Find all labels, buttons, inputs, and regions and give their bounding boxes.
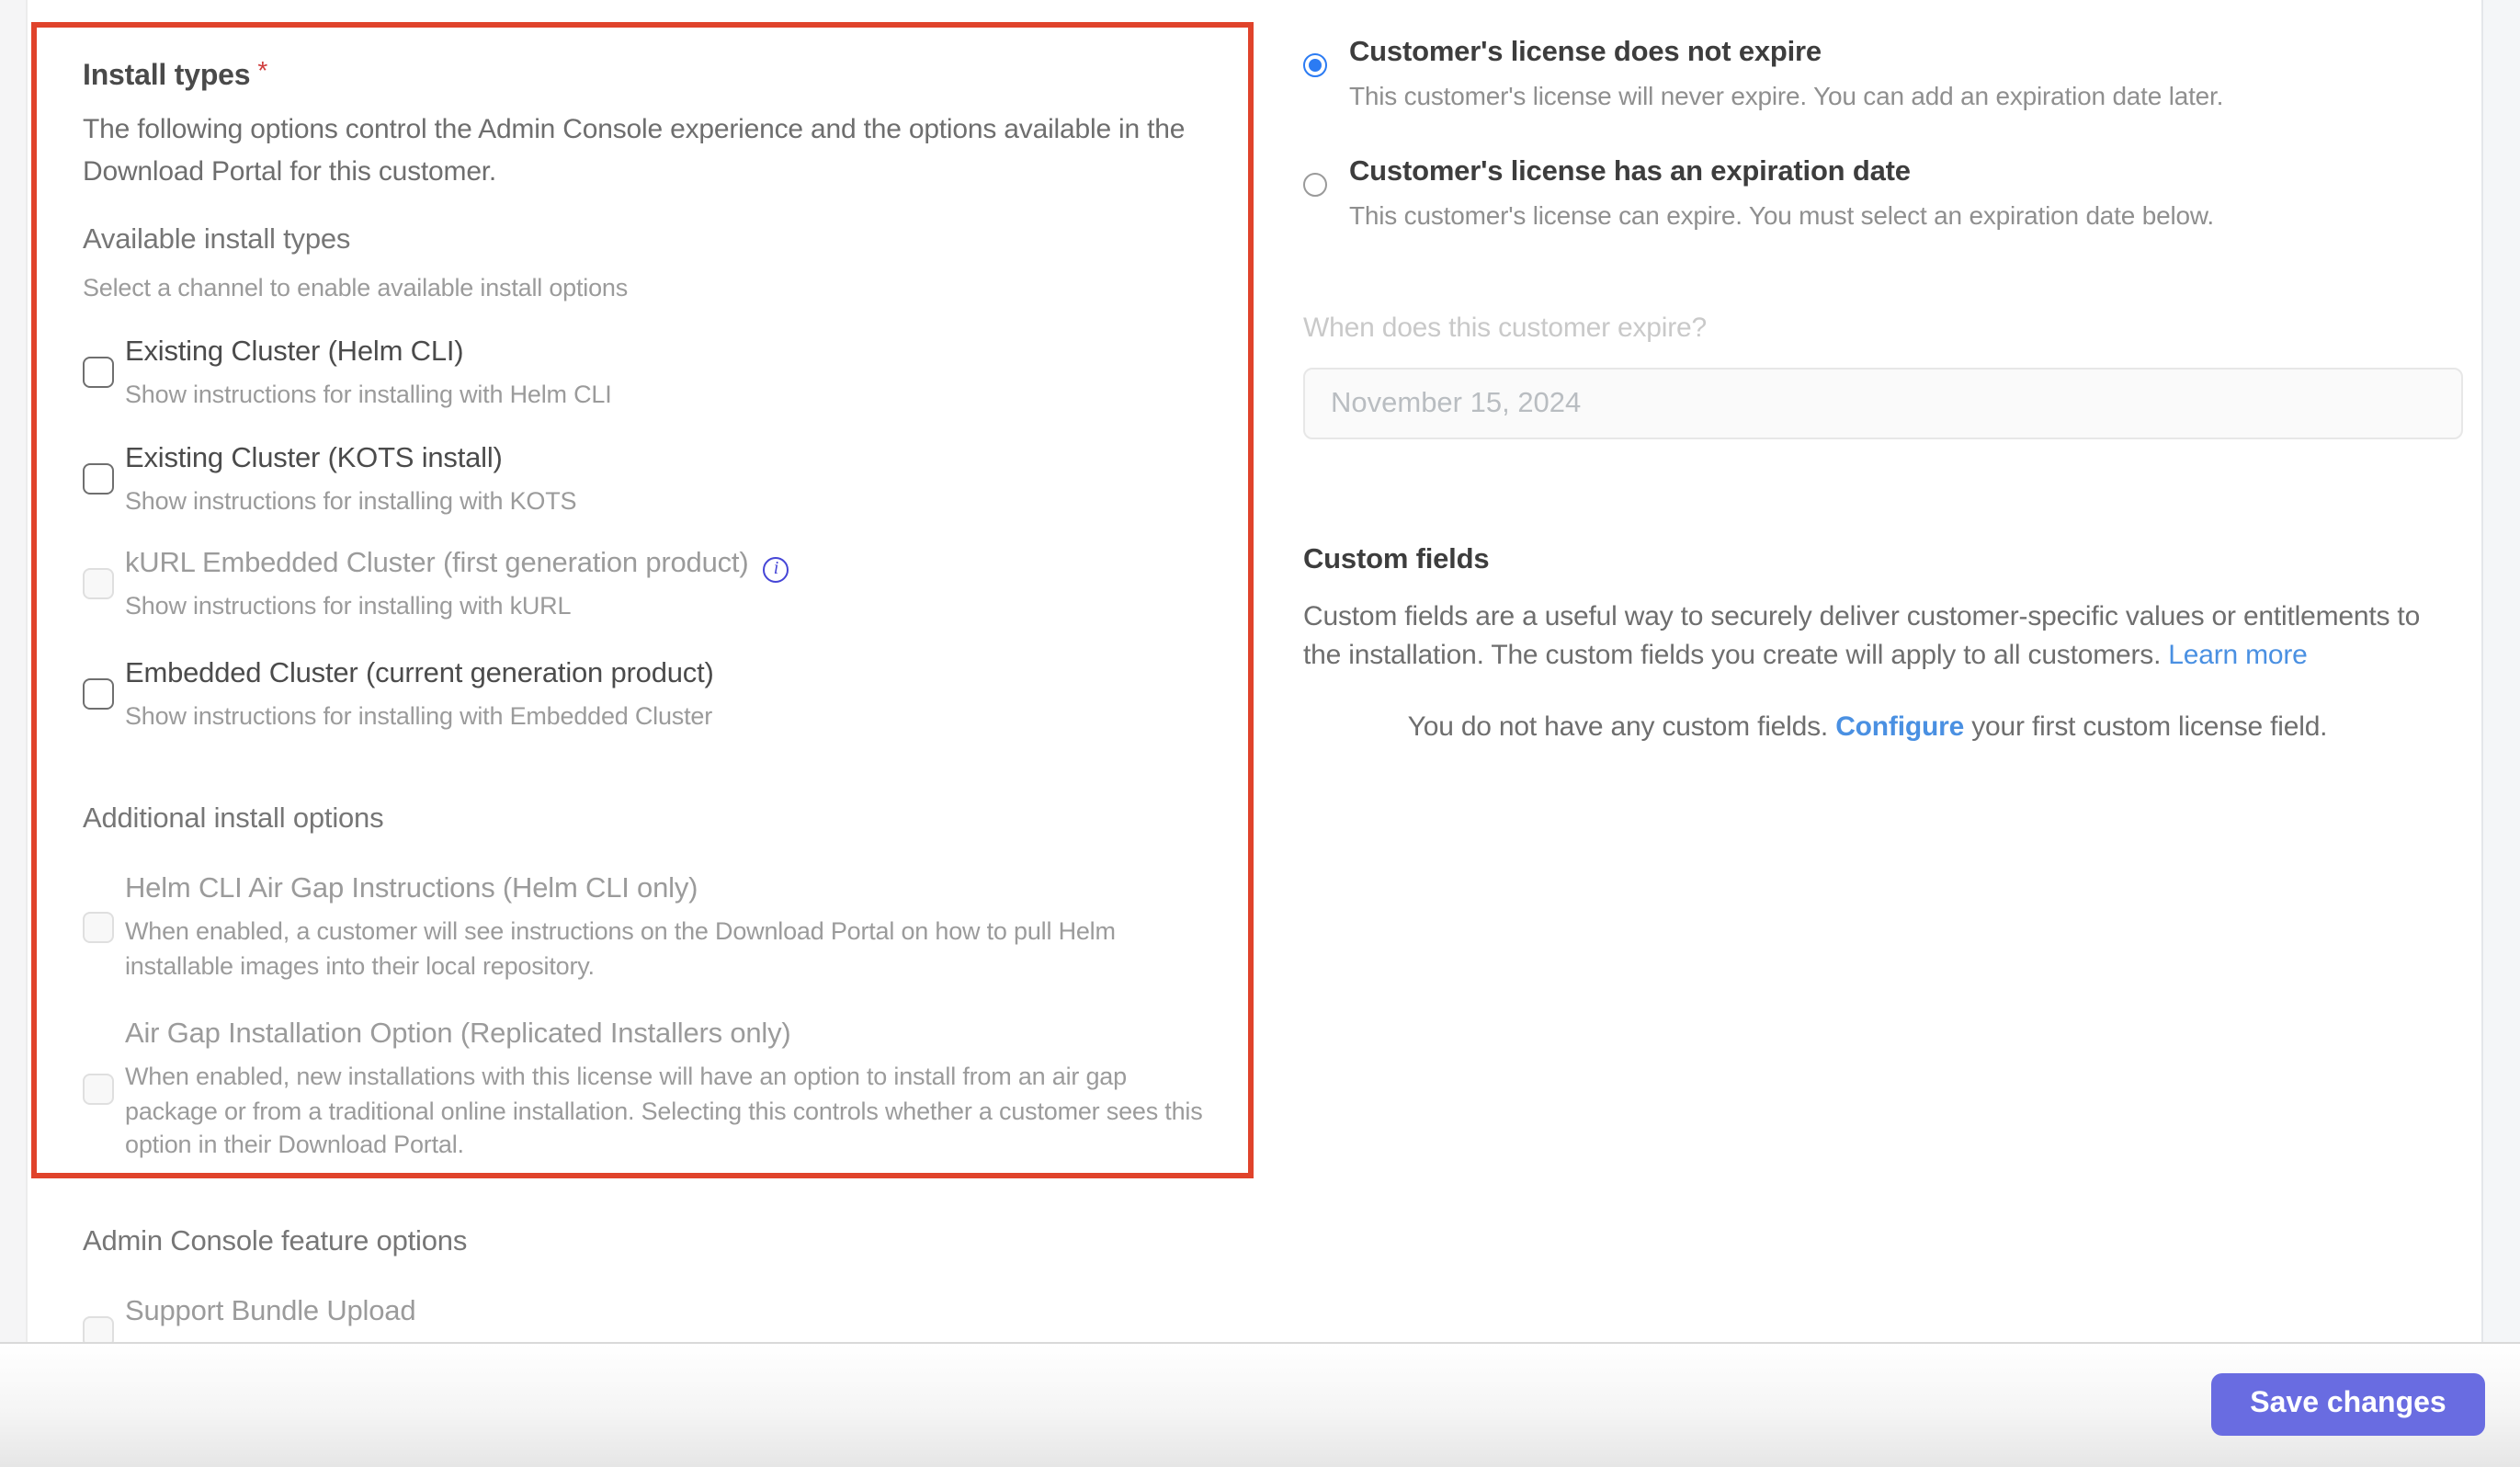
option-description: Show instructions for installing with Helm CLI <box>125 381 612 408</box>
license-never-expires-option <box>1303 33 2432 114</box>
license-never-expires-radio[interactable] <box>1303 53 1327 77</box>
empty-state-suffix: your first custom license field. <box>1971 711 2328 743</box>
option-label: Helm CLI Air Gap Instructions (Helm CLI only) <box>125 873 698 904</box>
radio-description: This customer's license will never expire. You can add an expiration date later. <box>1349 81 2224 110</box>
info-icon[interactable] <box>763 557 789 583</box>
install-option-kurl-embedded-cluster <box>83 544 1208 624</box>
option-label: Support Bundle Upload <box>125 1295 416 1326</box>
option-description: Show instructions for installing with KOTS <box>125 486 577 514</box>
option-label: Embedded Cluster (current generation product) <box>125 657 714 688</box>
admin-console-feature-options-heading: Admin Console feature options <box>83 1225 468 1257</box>
right-scrollbar-track[interactable] <box>2481 0 2520 1342</box>
required-asterisk: * <box>257 55 268 85</box>
expire-date-label: When does this customer expire? <box>1303 313 1708 344</box>
option-description: Show instructions for installing with kURL <box>125 592 572 620</box>
install-types-title-row <box>83 50 1208 97</box>
custom-fields-heading: Custom fields <box>1303 544 1490 575</box>
option-label: Existing Cluster (Helm CLI) <box>125 336 464 368</box>
helm-airgap-checkbox <box>83 911 114 942</box>
option-description: When enabled, new installations with this license will have an option to install from an air gap package or from a traditional online installation. Selecting this controls whether a customer sees this option in their Download Portal. <box>125 1063 1203 1158</box>
existing-cluster-kots-checkbox[interactable] <box>83 463 114 495</box>
option-label: Existing Cluster (KOTS install) <box>125 442 503 473</box>
install-option-embedded-cluster <box>83 654 1208 734</box>
info-icon-glyph: i <box>773 559 779 579</box>
install-types-title: Install types <box>83 61 251 92</box>
custom-fields-empty-state <box>1303 708 2432 748</box>
additional-install-options-heading: Additional install options <box>83 803 384 835</box>
configure-link[interactable]: Configure <box>1835 711 1965 743</box>
license-expires-radio[interactable] <box>1303 173 1327 197</box>
existing-cluster-helm-checkbox[interactable] <box>83 358 114 389</box>
license-expires-option <box>1303 153 2432 233</box>
custom-fields-description-text: Custom fields are a useful way to securely deliver customer-specific values or entitlements to the installation. The custom fields you create will apply to all customers. <box>1303 601 2421 671</box>
option-label <box>125 544 789 585</box>
option-description: Show instructions for installing with Embedded Cluster <box>125 701 713 729</box>
install-types-description: The following options control the Admin Console experience and the options available in the Download Portal for this customer. <box>83 114 1186 188</box>
radio-description: This customer's license can expire. You must select an expiration date below. <box>1349 200 2214 230</box>
custom-fields-description <box>1303 597 2432 675</box>
learn-more-link[interactable]: Learn more <box>2168 640 2308 671</box>
option-description: When enabled, a customer will see instructions on the Download Portal on how to pull Helm installable images into their local repository. <box>125 917 1116 979</box>
option-label: Air Gap Installation Option (Replicated Installers only) <box>125 1018 791 1050</box>
kurl-embedded-cluster-checkbox <box>83 569 114 600</box>
install-option-existing-cluster-helm <box>83 333 1208 413</box>
install-option-helm-airgap-instructions <box>83 870 1208 984</box>
left-gutter <box>0 0 28 1342</box>
install-option-existing-cluster-kots <box>83 438 1208 518</box>
radio-label: Customer's license does not expire <box>1349 37 1822 68</box>
available-install-types-heading: Available install types <box>83 224 351 256</box>
save-changes-button[interactable]: Save changes <box>2211 1373 2485 1436</box>
license-expiration-column <box>1303 0 2432 748</box>
install-option-airgap-installation <box>83 1015 1208 1163</box>
expire-date-input <box>1303 368 2463 439</box>
channel-hint: Select a channel to enable available install options <box>83 274 629 301</box>
footer-bar <box>0 1342 2520 1467</box>
airgap-installation-checkbox <box>83 1074 114 1105</box>
install-types-column <box>83 0 1208 1371</box>
radio-label: Customer's license has an expiration date <box>1349 156 1911 188</box>
embedded-cluster-checkbox[interactable] <box>83 678 114 710</box>
empty-state-prefix: You do not have any custom fields. <box>1407 711 1829 743</box>
option-label-text: kURL Embedded Cluster (first generation product) <box>125 548 749 579</box>
